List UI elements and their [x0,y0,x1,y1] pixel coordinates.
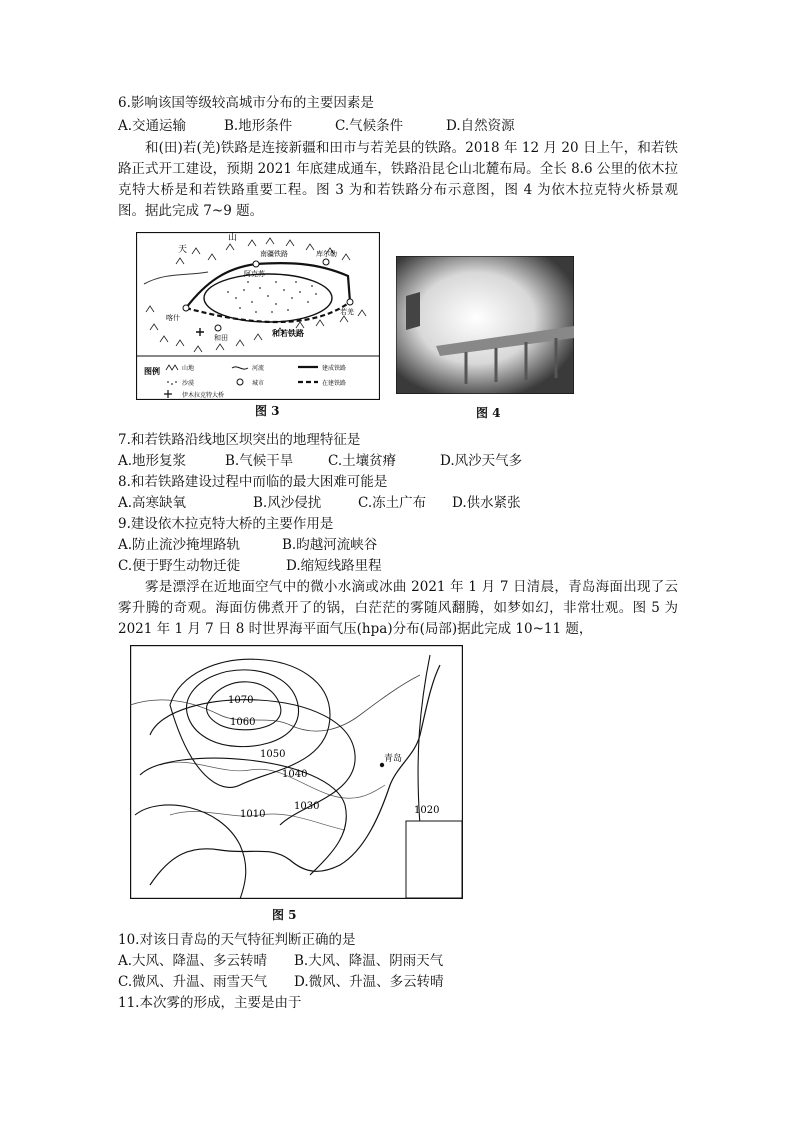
q10-option-b: B.大风、降温、阴雨天气 [294,953,444,969]
q10-option-d: D.微风、升温、多云转晴 [294,974,444,990]
figure-4-caption: 图 4 [476,406,501,420]
figure-4-photo [396,256,574,394]
q7-option-d: D.风沙天气多 [440,453,523,469]
q8-option-b: B.风沙侵扰 [253,495,322,511]
passage-fog: 雾是漂浮在近地面空气中的微小水滴或冰曲 2021 年 1 月 7 日清晨，青岛海面出现了云雾升腾的奇观。海面仿佛煮开了的锅，白茫茫的雾随风翻腾，如梦如幻，非常壮观。图 5 为 2021 年 1 月 7 日 8 时世界海平面气压(hpa)分布(局部)据此完成 10~11 题， [118,579,678,637]
city-korla-marker [323,259,329,265]
city-aksu-marker [253,261,259,267]
city-ruoqiang-marker [347,299,353,305]
legend-item-river: 河流 [252,365,265,372]
label-qingdao: 青岛 [384,754,403,764]
legend-item-planned-railway: 在建铁路 [322,380,347,387]
label-kashi: 喀什 [166,314,180,322]
q6-option-a: A.交通运输 [118,118,187,134]
q8-option-c: C.冻土广布 [358,495,427,511]
q8-option-d: D.供水紧张 [452,495,521,511]
q10-option-c: C.微风、升温、雨雪天气 [118,974,268,990]
label-tian: 天 [178,245,188,255]
question-7-stem: 7.和若铁路沿线地区坝突出的地理特征是 [118,432,361,448]
passage-hr-railway: 和(田)若(羌)铁路是连接新疆和田市与若羌县的铁路。2018 年 12 月 20 日上午，和若铁路正式开工建设，预期 2021 年底建成通车，铁路沿昆仑山北麓布局。全长 8.6 公里的依木拉克特大桥是和若铁路重要工程。图 3 为和若铁路分布示意图，图 4 为依木拉克特火桥景观图。据此完成 7~9 题。 [118,140,678,219]
label-korla: 库尔勒 [316,250,337,258]
legend-item-city: 城市 [252,380,265,387]
question-8-stem: 8.和若铁路建设过程中而临的最大困难可能是 [118,474,388,490]
q6-option-b: B.地形条件 [224,118,293,134]
q10-option-a: A.大风、降温、多云转晴 [118,953,268,969]
legend-city-symbol [237,379,243,385]
isobar-label-1050: 1050 [260,749,286,760]
legend-title: 图例 [144,366,160,376]
q9-option-d: D.缩短线路里程 [286,558,382,574]
figure-3-caption: 图 3 [255,404,280,418]
q6-option-c: C.气候条件 [335,118,404,134]
question-6-stem: 6.影响该国等级较高城市分布的主要因素是 [118,95,374,111]
isobar-label-1030: 1030 [294,801,320,812]
figure-5-caption: 图 5 [272,908,297,922]
inset-box [406,821,462,898]
figure-4-svg [396,256,574,394]
q7-option-a: A.地形复浆 [118,453,187,469]
question-11-stem: 11.本次雾的形成，主要是由于 [118,995,302,1011]
legend-item-bridge: 伊木拉克特大桥 [182,392,225,399]
figure-3-svg [136,232,380,400]
label-ruoqiang: 若羌 [340,308,354,316]
q6-option-d: D.自然资源 [446,118,515,134]
label-shan: 山 [228,233,238,243]
legend-item-built-railway: 建成铁路 [322,365,347,372]
question-10-stem: 10.对该日青岛的天气特征判断正确的是 [118,932,356,948]
isobar-label-1020: 1020 [414,805,440,816]
isobar-label-1070: 1070 [228,695,254,706]
figure-5-svg [130,645,463,899]
city-hetian-marker [215,325,221,331]
isobar-label-1010: 1010 [240,809,266,820]
city-kashi-marker [183,305,189,311]
isobar-label-1060: 1060 [230,717,256,728]
label-nanjiang: 南疆铁路 [260,250,288,258]
q7-option-c: C.土壤贫瘠 [328,453,397,469]
figure-3-map [136,232,380,400]
legend-item-mountain: 山地 [182,365,195,372]
figure-5-map [130,645,463,899]
q7-option-b: B.气候干旱 [225,453,294,469]
label-aksu: 阿克苏 [244,270,265,278]
q9-option-b: B.昀越河流峡谷 [282,537,378,553]
q9-option-a: A.防止流沙掩埋路轨 [118,537,241,553]
question-9-stem: 9.建设依木拉克特大桥的主要作用是 [118,516,334,532]
isobar-label-1040: 1040 [282,769,308,780]
q9-option-c: C.便于野生动物迁徙 [118,558,241,574]
q8-option-a: A.高寒缺氧 [118,495,187,511]
label-hr-railway: 和若铁路 [272,328,304,338]
legend-item-desert: 沙漠 [182,380,195,387]
photo-object-shape [406,292,420,330]
label-hetian: 和田 [214,334,228,342]
